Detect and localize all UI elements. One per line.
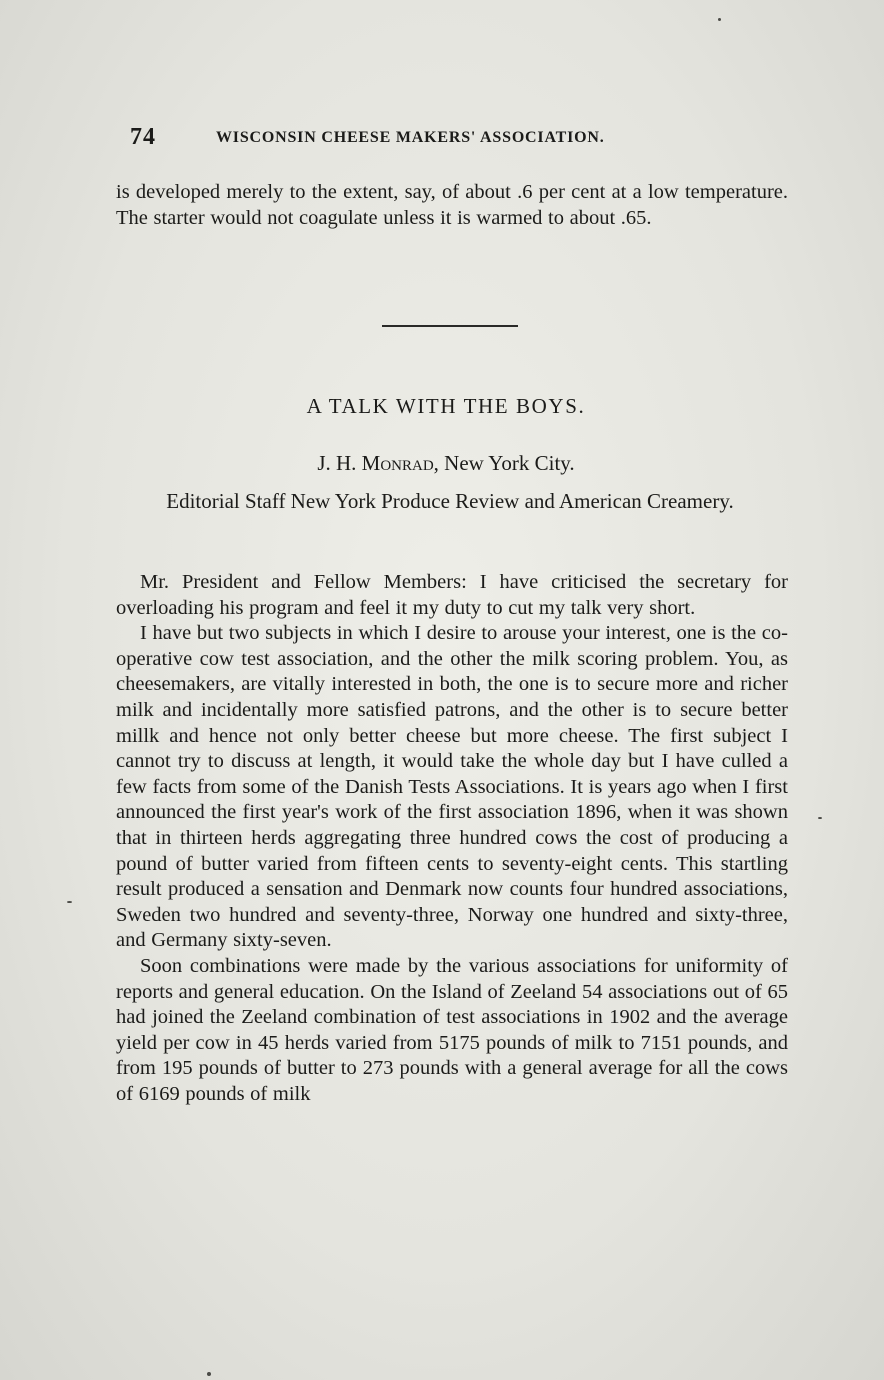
body-paragraph: Mr. President and Fellow Members: I have criticised the secretary for overloading his program and feel it my duty to cut my talk very short. [116,571,788,619]
author-name: J. H. Monrad, [317,451,439,475]
scan-speck [67,901,72,903]
scan-speck [207,1372,211,1376]
page-number: 74 [130,124,156,150]
continuation-paragraph: is developed merely to the extent, say, of about .6 per cent at a low temperature. The starter would not coagulate unless it is warmed to about .65. [116,181,788,229]
body-paragraph: I have but two subjects in which I desire to arouse your interest, one is the co-operative cow test association, and the other the milk scoring problem. You, as cheesemakers, are vitally interested in both, the one is to secure more and richer milk and incidentally more satisfied patrons, and the other is to secure better millk and hence not only better cheese but more cheese. The first subject I cannot try to discuss at length, it would take the whole day but I have culled a few facts from some of the Danish Tests Associations. It is years ago when I first announced the first year's work of the first association 1896, when it was shown that in thirteen herds aggregating three hundred cows the cost of producing a pound of butter varied from fifteen cents to seventy-eight cents. This startling result produced a sensation and Denmark now counts four hundred associations, Sweden two hundred and seventy-three, Norway one hundred and sixty-three, and Germany sixty-seven. [116,622,788,952]
body-paragraph: Soon combinations were made by the various associations for uniformity of reports and general education. On the Island of Zeeland 54 associations out of 65 had joined the Zeeland combination of test associations in 1902 and the average yield per cow in 45 herds varied from 5175 pounds of milk to 7151 pounds, and from 195 pounds of butter to 273 pounds with a general average for all the cows of 6169 pounds of milk [116,954,788,1105]
scan-speck [818,817,822,819]
section-divider [382,325,518,327]
article-body [116,570,788,1107]
running-title: WISCONSIN CHEESE MAKERS' ASSOCIATION. [216,129,605,146]
continuation-text-block [116,180,788,231]
scan-speck [718,18,721,21]
author-affiliation: Editorial Staff New York Produce Review and American Creamery. [166,489,734,513]
article-author [0,451,884,476]
author-location: New York City. [444,451,575,475]
running-head [130,124,710,152]
article-title: A TALK WITH THE BOYS. [306,394,586,418]
